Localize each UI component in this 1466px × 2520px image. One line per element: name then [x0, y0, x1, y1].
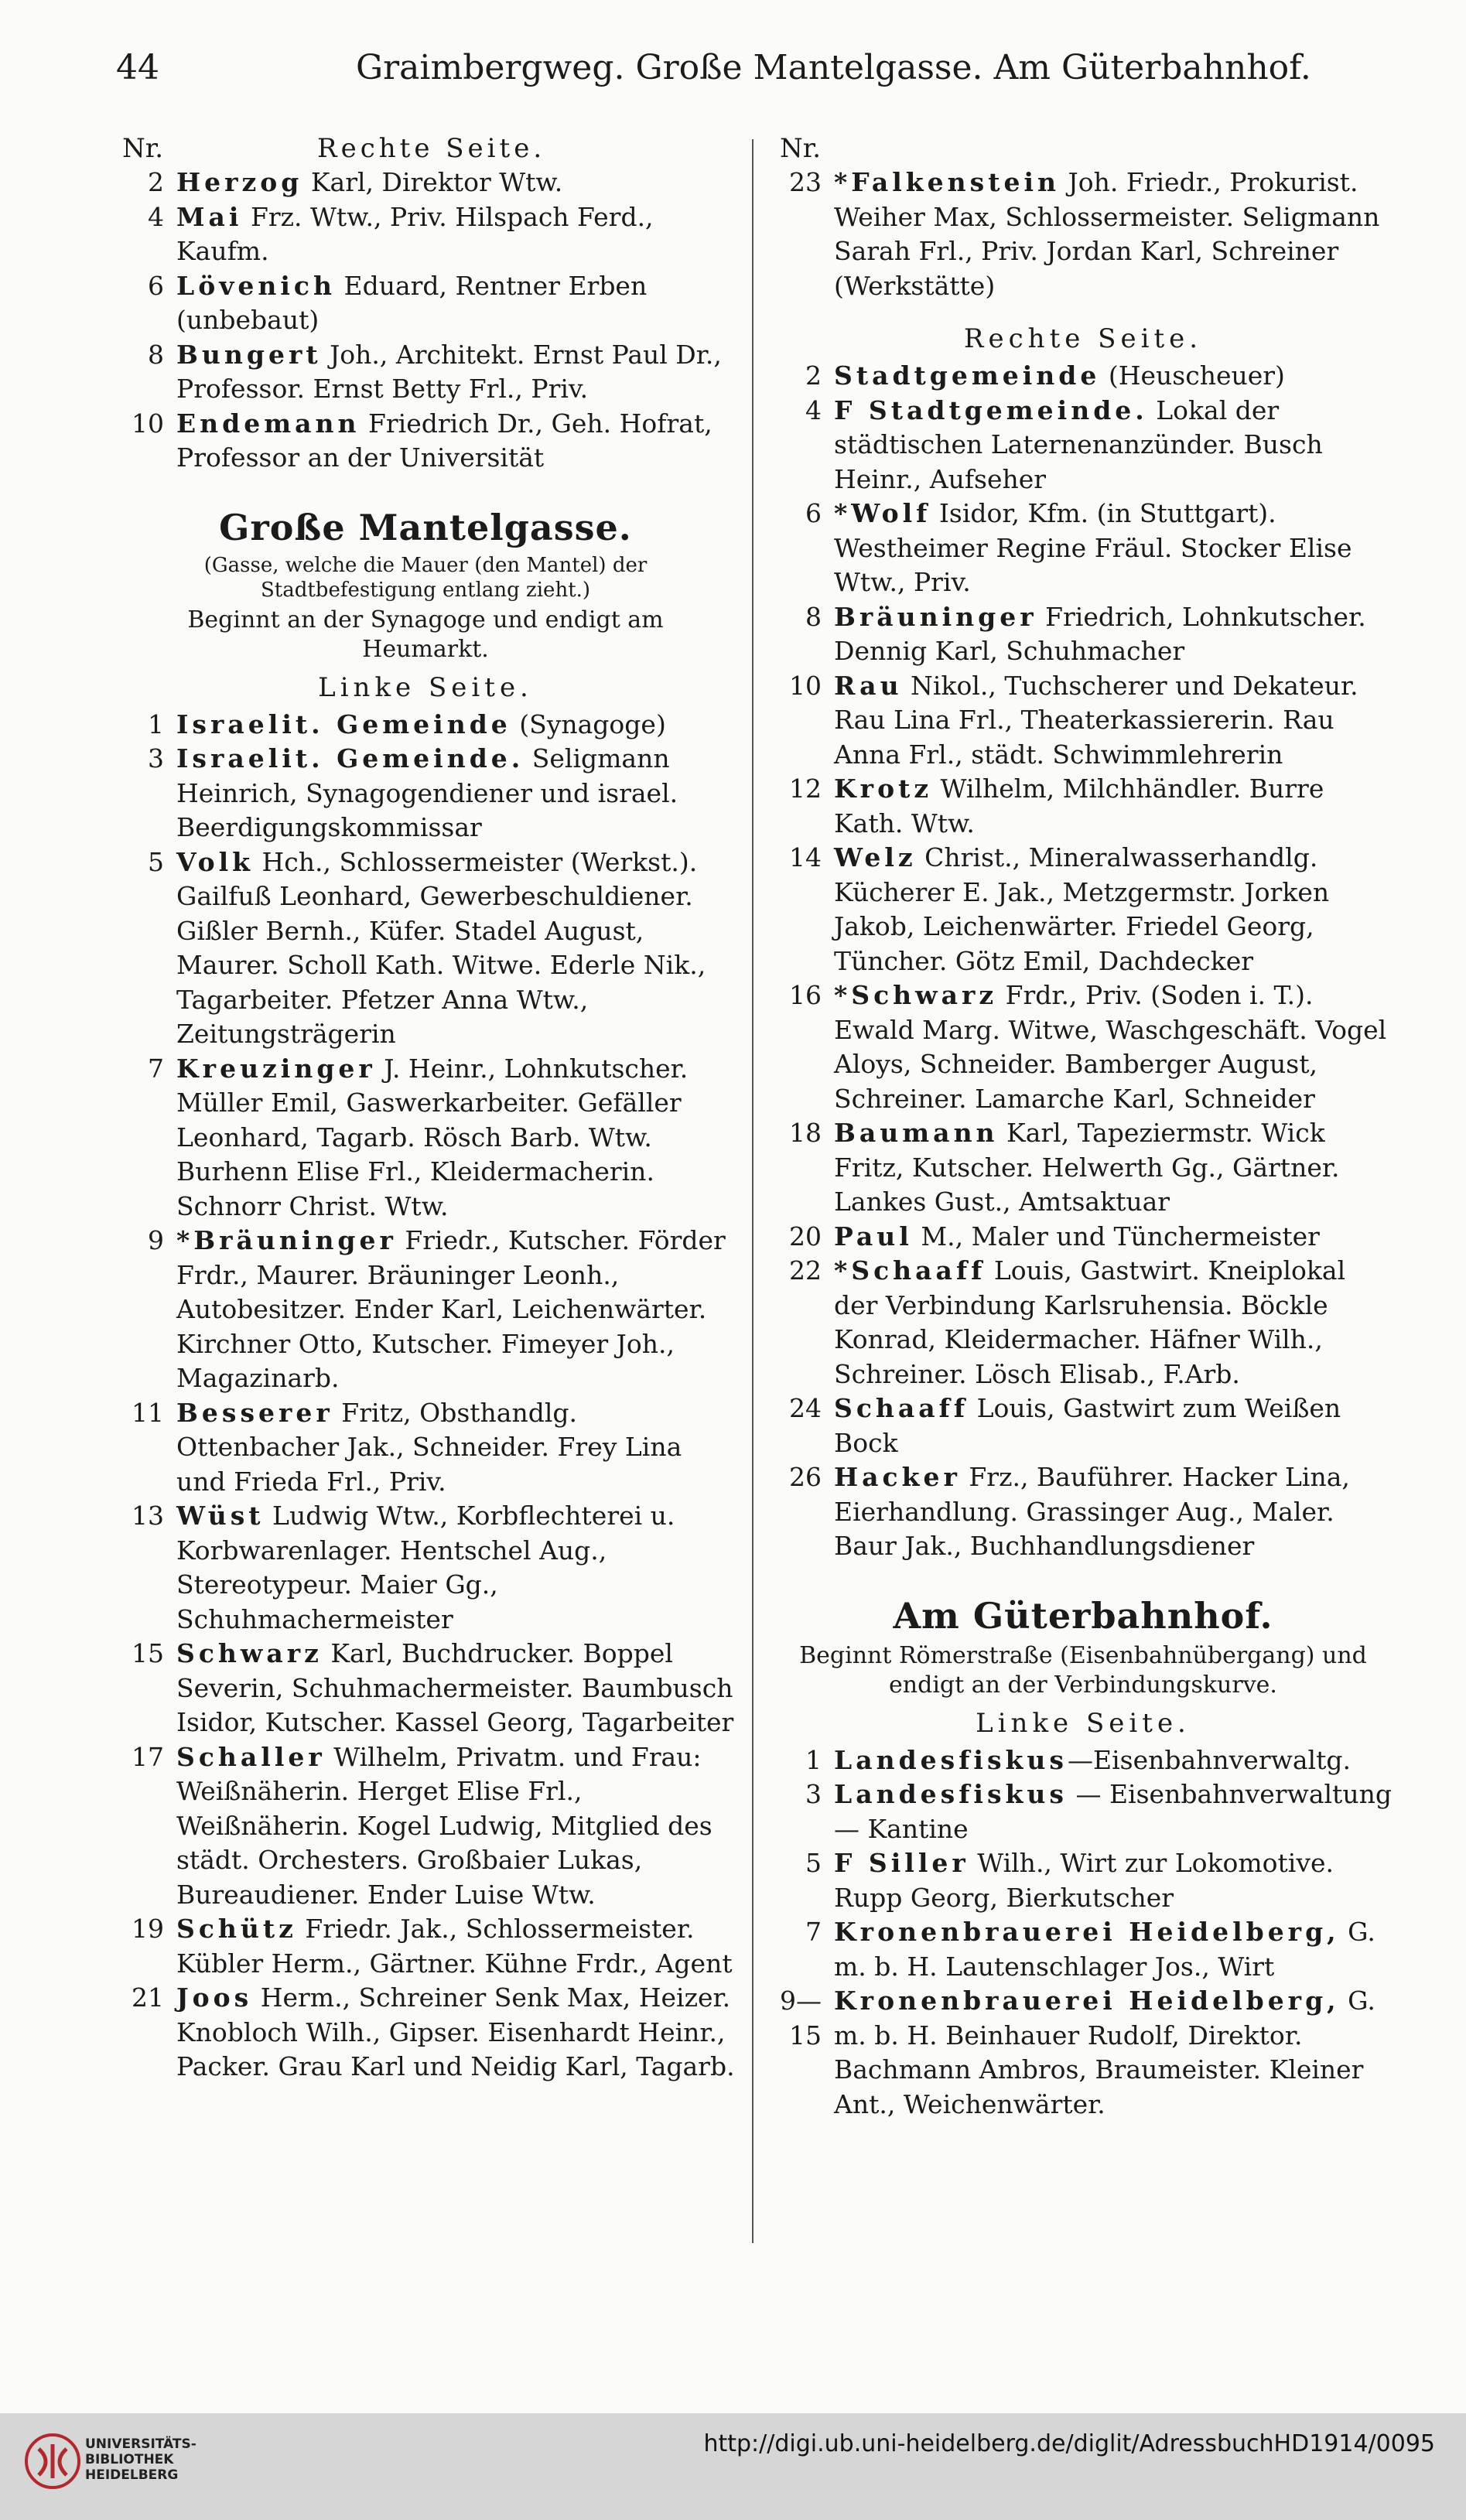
house-number: 21	[132, 1982, 164, 2013]
entry-list	[116, 708, 735, 2085]
street-title: Am Güterbahnhof.	[893, 1594, 1273, 1637]
resident-details: Frz., Bauführer. Hacker Lina, Eierhandlung. Grassinger Aug., Maler. Baur Jak., Buchhandlungsdiener	[834, 1462, 1350, 1561]
house-number: 26	[789, 1462, 822, 1492]
resident-name: Stadtgemeinde	[834, 360, 1101, 391]
resident-details: Christ., Mineralwasserhandlg. Kücherer E. Jak., Metzgermstr. Jorken Jakob, Leichenwärter. Friedel Georg, Tüncher. Götz Emil, Dachdecker	[834, 842, 1330, 976]
resident-details: (Heuscheuer)	[1100, 360, 1285, 391]
house-number: 23	[789, 167, 822, 197]
resident-name: *Schaaff	[834, 1255, 986, 1286]
list-item	[116, 200, 735, 269]
resident-name: Landesfiskus	[834, 1744, 1068, 1775]
page-title: Graimbergweg. Große Mantelgasse. Am Güterbahnhof.	[356, 48, 1311, 87]
resident-details: G. m. b. H. Beinhauer Rudolf, Direktor. Bachmann Ambros, Braumeister. Kleiner Ant., Weichenwärter.	[834, 1986, 1375, 2119]
resident-details: Wilhelm, Privatm. und Frau: Weißnäherin. Herget Elise Frl., Weißnäherin. Kogel Ludwig, Mitglied des städt. Orchesters. Großbaier Lukas, Bureaudiener. Ender Luise Wtw.	[176, 1741, 712, 1910]
list-item	[116, 845, 735, 1052]
resident-details: Karl, Direktor Wtw.	[302, 167, 563, 197]
resident-name: *Schwarz	[834, 980, 998, 1010]
resident-name: Rau	[834, 670, 903, 701]
house-number: 1	[805, 1744, 822, 1775]
list-item	[774, 359, 1393, 394]
resident-details: Hch., Schlossermeister (Werkst.). Gailfuß Leonhard, Gewerbeschuldiener. Gißler Bernh., Küfer. Stadel August, Maurer. Scholl Kath. Witwe. Ederle Nik., Tagarbeiter. Pfetzer Anna Wtw., Zeitungsträgerin	[176, 846, 706, 1049]
resident-name: Hacker	[834, 1462, 961, 1492]
house-number: 17	[132, 1741, 164, 1772]
resident-name: Schwarz	[176, 1638, 323, 1668]
house-number: 24	[789, 1393, 822, 1423]
house-number: 22	[789, 1255, 822, 1286]
resident-details: Seligmann Heinrich, Synagogendiener und israel. Beerdigungskommissar	[176, 743, 678, 842]
list-item	[116, 1912, 735, 1981]
library-name: UNIVERSITÄTS- BIBLIOTHEK HEIDELBERG	[85, 2436, 196, 2483]
source-url[interactable]: http://digi.ub.uni-heidelberg.de/diglit/AdressbuchHD1914/0095	[703, 2430, 1435, 2457]
street-note: (Gasse, welche die Mauer (den Mantel) der Stadtbefestigung entlang zieht.)	[203, 553, 648, 602]
right-column	[774, 131, 1393, 2122]
house-number: 10	[789, 670, 822, 701]
list-item	[116, 1499, 735, 1637]
list-item	[774, 669, 1393, 773]
resident-details: Frz. Wtw., Priv. Hilspach Ferd., Kaufm.	[176, 201, 654, 266]
list-item	[116, 742, 735, 845]
resident-name: Bungert	[176, 339, 322, 370]
list-item	[774, 166, 1393, 303]
street-extent: Beginnt Römerstraße (Eisenbahnübergang) und endigt an der Verbindungskurve.	[799, 1641, 1367, 1699]
list-item	[116, 1637, 735, 1740]
resident-name: Israelit. Gemeinde.	[176, 743, 525, 773]
house-number: 1	[148, 709, 164, 739]
resident-details: M., Maler und Tünchermeister	[912, 1221, 1320, 1251]
resident-name: Israelit. Gemeinde	[176, 709, 511, 739]
column-head	[774, 131, 1393, 166]
house-number: 2	[805, 360, 822, 391]
house-number: 16	[789, 980, 822, 1010]
house-number: 3	[148, 743, 164, 773]
side-label: Rechte Seite.	[317, 133, 546, 164]
resident-name: Paul	[834, 1221, 913, 1251]
resident-details: Nikol., Tuchscherer und Dekateur. Rau Lina Frl., Theaterkassiererin. Rau Anna Frl., städt. Schwimmlehrerin	[834, 670, 1358, 770]
house-number: 7	[805, 1917, 822, 1947]
entry-list	[774, 1743, 1393, 2122]
house-number: 14	[789, 842, 822, 872]
resident-name: Schaller	[176, 1741, 326, 1772]
resident-name: *Bräuninger	[176, 1225, 397, 1255]
resident-name: Endemann	[176, 408, 361, 439]
house-number: 6	[148, 270, 164, 301]
resident-name: *Falkenstein	[834, 167, 1060, 197]
resident-details: Friedr., Kutscher. Förder Frdr., Maurer. Bräuninger Leonh., Autobesitzer. Ender Karl, Leichenwärter. Kirchner Otto, Kutscher. Fimeyer Joh., Magazinarb.	[176, 1225, 726, 1393]
resident-details: Wilh., Wirt zur Lokomotive. Rupp Georg, Bierkutscher	[834, 1848, 1334, 1913]
resident-name: Besserer	[176, 1397, 333, 1428]
column-divider	[752, 139, 754, 2243]
list-item	[116, 166, 735, 200]
resident-name: Lövenich	[176, 270, 336, 301]
house-number: 18	[789, 1118, 822, 1148]
resident-details: J. Heinr., Lohnkutscher. Müller Emil, Gaswerkarbeiter. Gefäller Leonhard, Tagarb. Rösch Barb. Wtw. Burhenn Elise Frl., Kleidermacherin. Schnorr Christ. Wtw.	[176, 1053, 689, 1221]
street-extent: Beginnt an der Synagoge und endigt am Heumarkt.	[187, 606, 664, 663]
list-item	[774, 497, 1393, 600]
side-label: Linke Seite.	[976, 1707, 1191, 1739]
house-number: 11	[132, 1397, 164, 1428]
resident-details: —Eisenbahnverwaltg.	[1067, 1744, 1351, 1775]
house-number: 9—15	[780, 1986, 822, 2050]
side-label: Rechte Seite.	[963, 323, 1203, 354]
university-logo-icon	[22, 2430, 84, 2492]
list-item	[774, 1777, 1393, 1846]
house-number: 4	[148, 201, 164, 232]
house-number: 3	[805, 1779, 822, 1809]
resident-details: Wilhelm, Milchhändler. Burre Kath. Wtw.	[834, 773, 1324, 838]
house-number: 20	[789, 1221, 822, 1251]
resident-details: Friedrich, Lohnkutscher. Dennig Karl, Schuhmacher	[834, 601, 1366, 666]
list-item	[774, 1220, 1393, 1255]
street-title: Große Mantelgasse.	[219, 506, 632, 548]
resident-name: Welz	[834, 842, 917, 872]
house-number: 19	[132, 1914, 164, 1944]
resident-name: Kreuzinger	[176, 1053, 376, 1084]
list-item	[774, 1254, 1393, 1391]
list-item	[774, 978, 1393, 1116]
list-item	[116, 407, 735, 476]
resident-details: — Eisenbahnverwaltung — Kantine	[834, 1779, 1392, 1844]
resident-details: Karl, Tapeziermstr. Wick Fritz, Kutscher. Helwerth Gg., Gärtner. Lankes Gust., Amtsaktuar	[834, 1118, 1340, 1217]
nr-label: Nr.	[122, 133, 164, 164]
resident-name: Herzog	[176, 167, 303, 197]
resident-details: Isidor, Kfm. (in Stuttgart). Westheimer Regine Fräul. Stocker Elise Wtw., Priv.	[834, 498, 1352, 597]
house-number: 8	[805, 601, 822, 632]
house-number: 6	[805, 498, 822, 528]
resident-name: Bräuninger	[834, 601, 1037, 632]
house-number: 5	[148, 846, 164, 877]
resident-details: Friedrich Dr., Geh. Hofrat, Professor an der Universität	[176, 408, 712, 473]
list-item	[774, 772, 1393, 841]
resident-details: Joh. Friedr., Prokurist. Weiher Max, Schlossermeister. Seligmann Sarah Frl., Priv. Jordan Karl, Schreiner (Werkstätte)	[834, 167, 1380, 301]
resident-name: Kronenbrauerei Heidelberg,	[834, 1986, 1340, 2016]
resident-details: Friedr. Jak., Schlossermeister. Kübler Herm., Gärtner. Kühne Frdr., Agent	[176, 1914, 733, 1979]
list-item	[116, 269, 735, 338]
resident-details: G. m. b. H. Lautenschlager Jos., Wirt	[834, 1917, 1375, 1982]
list-item	[116, 1740, 735, 1913]
house-number: 9	[148, 1225, 164, 1255]
resident-details: Fritz, Obsthandlg. Ottenbacher Jak., Schneider. Frey Lina und Frieda Frl., Priv.	[176, 1397, 682, 1497]
house-number: 2	[148, 167, 164, 197]
house-number: 13	[132, 1501, 164, 1531]
resident-details: Joh., Architekt. Ernst Paul Dr., Professor. Ernst Betty Frl., Priv.	[176, 339, 722, 404]
entry-list	[774, 359, 1393, 1564]
list-item	[774, 1984, 1393, 2122]
house-number: 7	[148, 1053, 164, 1084]
resident-name: Joos	[176, 1982, 253, 2013]
list-item	[774, 1116, 1393, 1220]
entry-list	[116, 166, 735, 476]
resident-details: Lokal der städtischen Laternenanzünder. Busch Heinr., Aufseher	[834, 394, 1323, 494]
left-column	[116, 131, 735, 2085]
resident-name: Wüst	[176, 1501, 265, 1531]
resident-name: *Wolf	[834, 498, 931, 528]
resident-name: F Siller	[834, 1848, 969, 1878]
list-item	[774, 841, 1393, 978]
list-item	[774, 1846, 1393, 1915]
page-header	[116, 40, 1385, 102]
list-item	[116, 338, 735, 407]
resident-name: F Stadtgemeinde.	[834, 394, 1148, 425]
list-item	[774, 1743, 1393, 1778]
list-item	[774, 394, 1393, 497]
list-item	[116, 1396, 735, 1500]
list-item	[774, 1460, 1393, 1564]
house-number: 5	[805, 1848, 822, 1878]
resident-details: Eduard, Rentner Erben (unbebaut)	[176, 270, 648, 335]
resident-details: Karl, Buchdrucker. Boppel Severin, Schuhmachermeister. Baumbusch Isidor, Kutscher. Kassel Georg, Tagarbeiter	[176, 1638, 734, 1737]
house-number: 4	[805, 394, 822, 425]
resident-details: Herm., Schreiner Senk Max, Heizer. Knobloch Wilh., Gipser. Eisenhardt Heinr., Packer. Grau Karl und Neidig Karl, Tagarb.	[176, 1982, 735, 2081]
entry-list	[774, 166, 1393, 303]
list-item	[774, 1915, 1393, 1984]
list-item	[774, 1391, 1393, 1460]
resident-details: Louis, Gastwirt zum Weißen Bock	[834, 1393, 1341, 1458]
resident-name: Landesfiskus	[834, 1779, 1068, 1809]
list-item	[116, 1224, 735, 1396]
resident-name: Krotz	[834, 773, 933, 804]
resident-name: Kronenbrauerei Heidelberg,	[834, 1917, 1340, 1947]
house-number: 12	[789, 773, 822, 804]
list-item	[116, 1981, 735, 2085]
house-number: 15	[132, 1638, 164, 1668]
resident-details: Louis, Gastwirt. Kneiplokal der Verbindung Karlsruhensia. Böckle Konrad, Kleidermacher. Häfner Wilh., Schreiner. Lösch Elisab., F.Arb.	[834, 1255, 1346, 1389]
house-number: 8	[148, 339, 164, 370]
resident-details: (Synagoge)	[511, 709, 666, 739]
nr-label: Nr.	[780, 133, 822, 164]
resident-name: Volk	[176, 846, 254, 877]
side-label: Linke Seite.	[318, 671, 533, 703]
column-head	[116, 131, 735, 166]
resident-name: Schütz	[176, 1914, 297, 1944]
page-number: 44	[116, 48, 159, 87]
resident-name: Mai	[176, 201, 243, 232]
resident-details: Frdr., Priv. (Soden i. T.). Ewald Marg. Witwe, Waschgeschäft. Vogel Aloys, Schneider. Bamberger August, Schreiner. Lamarche Karl, Schneider	[834, 980, 1387, 1114]
list-item	[774, 600, 1393, 669]
house-number: 10	[132, 408, 164, 439]
resident-name: Baumann	[834, 1118, 999, 1148]
list-item	[116, 1052, 735, 1224]
resident-name: Schaaff	[834, 1393, 969, 1423]
footer	[0, 2413, 1466, 2520]
resident-details: Ludwig Wtw., Korbflechterei u. Korbwarenlager. Hentschel Aug., Stereotypeur. Maier Gg., Schuhmachermeister	[176, 1501, 675, 1634]
list-item	[116, 708, 735, 743]
